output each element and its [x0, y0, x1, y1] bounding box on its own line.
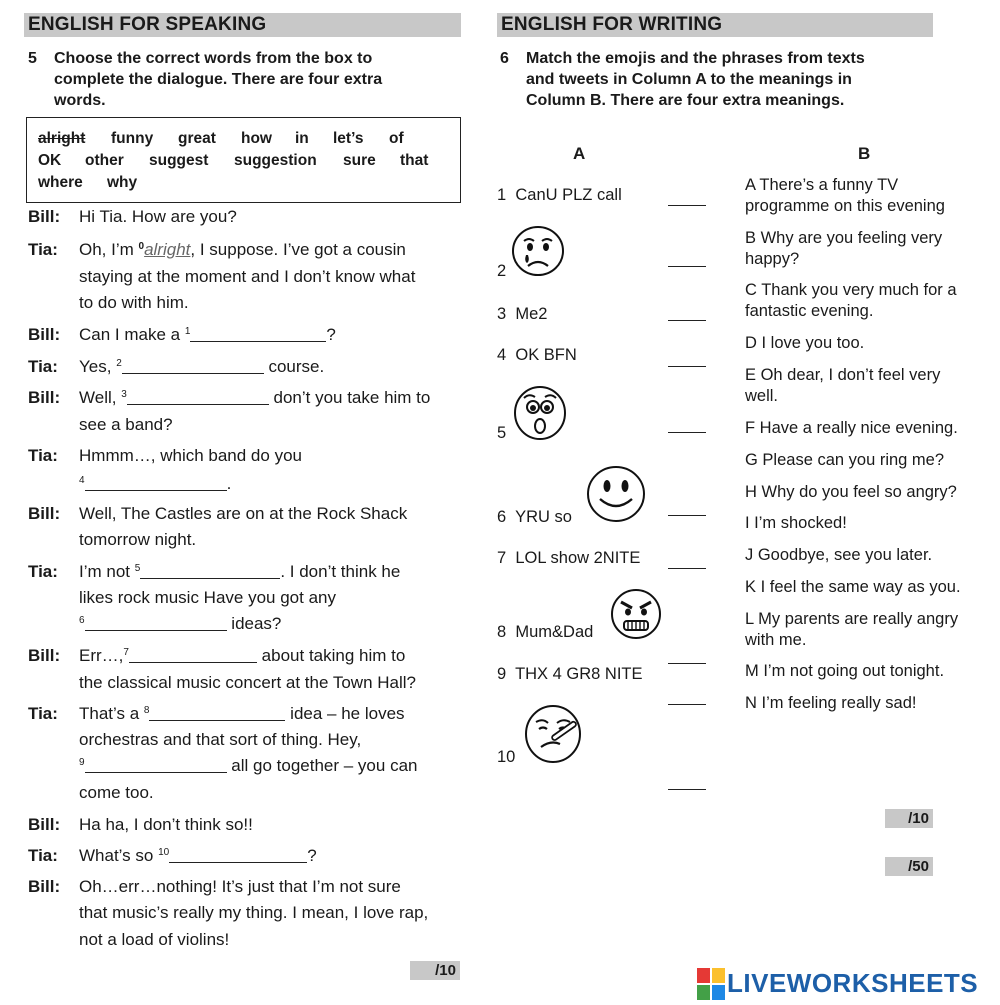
dialogue-text: ideas? — [226, 614, 282, 633]
gap-number: 10 — [158, 847, 170, 858]
speaker-label: Bill: — [28, 207, 61, 226]
item-number: 6 — [497, 508, 507, 526]
dialogue-text: come too. — [79, 783, 154, 802]
dialogue-text: that music’s really my thing. I mean, I love rap, — [79, 903, 429, 922]
item-text: YRU so — [515, 508, 572, 526]
gap-number: 6 — [79, 615, 85, 626]
column-a-item-10 — [497, 748, 515, 767]
meaning-d — [745, 333, 864, 354]
dialogue-text: to do with him. — [79, 293, 189, 312]
dialogue-text: Yes, — [79, 357, 117, 376]
word-box-word: funny — [111, 130, 154, 147]
meaning-line: I I’m shocked! — [745, 514, 847, 532]
word-box-word: in — [295, 130, 309, 147]
item-text: Mum&Dad — [515, 623, 594, 641]
meaning-line: N I’m feeling really sad! — [745, 694, 917, 712]
speaking-header: ENGLISH FOR SPEAKING — [24, 13, 461, 37]
dialogue-text: ? — [307, 846, 317, 865]
meaning-i — [745, 513, 847, 534]
dialogue-text: . I don’t think he — [280, 562, 401, 581]
dialogue-text: Well, The Castles are on at the Rock Shack — [79, 504, 408, 523]
meaning-line: B Why are you feeling very — [745, 229, 943, 247]
item-text: CanU PLZ call — [515, 186, 622, 204]
dialogue-text: likes rock music Have you got any — [79, 588, 336, 607]
dialogue-text: Oh, I’m — [79, 240, 139, 259]
gap-blank-10[interactable] — [169, 848, 307, 863]
gap-number: 1 — [184, 326, 191, 337]
speaker-label: Bill: — [28, 815, 61, 834]
item-number: 4 — [497, 346, 507, 364]
instruction-line: Match the emojis and the phrases from texts — [526, 50, 865, 67]
word-box-word: where — [38, 174, 83, 191]
item-number: 5 — [497, 424, 507, 442]
dialogue-line — [79, 730, 361, 750]
dialogue-line — [79, 846, 317, 866]
dialogue-text: Hi Tia. How are you? — [79, 207, 237, 226]
gap-number: 0 — [138, 241, 145, 252]
instruction-line: complete the dialogue. There are four extra — [54, 71, 383, 88]
meaning-line: M I’m not going out tonight. — [745, 662, 945, 680]
item-number: 10 — [497, 748, 516, 766]
speaker-label: Tia: — [28, 240, 58, 259]
meaning-line: fantastic evening. — [745, 302, 874, 320]
meaning-b — [745, 228, 942, 270]
word-box-word: suggestion — [234, 152, 317, 169]
gap-number: 4 — [79, 475, 85, 486]
dialogue-text: tomorrow night. — [79, 530, 197, 549]
meaning-e — [745, 365, 940, 407]
speaker-label: Tia: — [28, 357, 58, 376]
speaker-label: Bill: — [28, 388, 61, 407]
speaker-label: Bill: — [28, 504, 61, 523]
word-box-word: alright — [38, 130, 86, 147]
item-number: 1 — [497, 186, 507, 204]
dialogue-text: That’s a — [79, 704, 144, 723]
meaning-l — [745, 609, 958, 651]
item-number: 2 — [497, 262, 507, 280]
meaning-line: happy? — [745, 250, 800, 268]
speaker-label: Tia: — [28, 846, 58, 865]
dialogue-text: idea – he loves — [285, 704, 405, 723]
word-box-word: OK — [38, 152, 62, 169]
instruction-line: Column B. There are four extra meanings. — [526, 92, 845, 109]
dialogue-line — [79, 903, 428, 923]
meaning-line: A There’s a funny TV — [745, 176, 899, 194]
word-box-word: let’s — [333, 130, 364, 147]
instruction-line: and tweets in Column A to the meanings in — [526, 71, 852, 88]
meaning-line: K I feel the same way as you. — [745, 578, 961, 596]
meaning-g — [745, 450, 944, 471]
dialogue-line — [79, 877, 401, 897]
meaning-line: C Thank you very much for a — [745, 281, 957, 299]
dialogue-text: What’s so — [79, 846, 159, 865]
word-box-word: great — [178, 130, 216, 147]
word-box-word: why — [107, 174, 138, 191]
speaker-label: Tia: — [28, 704, 58, 723]
dialogue-text: . — [226, 474, 232, 493]
meaning-line: J Goodbye, see you later. — [745, 546, 933, 564]
dialogue-text: Hmmm…, which band do you — [79, 446, 302, 465]
exercise-number: 5 — [28, 50, 37, 67]
dialogue-text: all go together – you can — [226, 756, 418, 775]
dialogue-text: Oh…err…nothing! It’s just that I’m not sure — [79, 877, 401, 896]
writing-header: ENGLISH FOR WRITING — [497, 13, 933, 37]
dialogue-text: don’t you take him to — [268, 388, 431, 407]
speaker-label: Bill: — [28, 325, 61, 344]
word-box-word: sure — [343, 152, 376, 169]
item-number: 9 — [497, 665, 507, 683]
meaning-j — [745, 545, 932, 566]
dialogue-line — [79, 783, 154, 803]
instruction-line: words. — [54, 92, 106, 109]
meaning-line: well. — [745, 387, 779, 405]
gap-number: 5 — [134, 563, 141, 574]
dialogue-text: Ha ha, I don’t think so!! — [79, 815, 253, 834]
meaning-line: D I love you too. — [745, 334, 865, 352]
dialogue-text: Can I make a — [79, 325, 185, 344]
speaker-label: Bill: — [28, 877, 61, 896]
gap-number: 8 — [143, 705, 150, 716]
speaker-label: Tia: — [28, 446, 58, 465]
word-box-word: that — [400, 152, 429, 169]
item-number: 7 — [497, 549, 507, 567]
gap-blank-9[interactable] — [85, 758, 227, 773]
example-answer: alright — [144, 240, 191, 259]
column-b-heading: B — [858, 144, 871, 163]
meaning-line: G Please can you ring me? — [745, 451, 945, 469]
meaning-f — [745, 418, 958, 439]
speaker-label: Bill: — [28, 646, 61, 665]
total-score: /50 — [885, 857, 933, 876]
dialogue-line — [79, 756, 417, 776]
meaning-line: F Have a really nice evening. — [745, 419, 958, 437]
item-text: Me2 — [515, 305, 548, 323]
dialogue-text: staying at the moment and I don’t know what — [79, 267, 416, 286]
dialogue-text: I’m not — [79, 562, 135, 581]
live-badge-icon — [697, 968, 725, 1000]
dialogue-text: not a load of violins! — [79, 930, 230, 949]
meaning-line: with me. — [745, 631, 807, 649]
meaning-m — [745, 661, 944, 682]
gap-number: 2 — [116, 358, 122, 369]
dialogue-text: see a band? — [79, 415, 173, 434]
speaking-score: /10 — [410, 961, 460, 980]
gap-number: 7 — [123, 647, 129, 658]
answer-line-10[interactable] — [668, 789, 706, 790]
dialogue-text: Well, — [79, 388, 122, 407]
meaning-line: L My parents are really angry — [745, 610, 959, 628]
item-text: THX 4 GR8 NITE — [515, 665, 643, 683]
dialogue-line — [79, 930, 229, 950]
item-number: 8 — [497, 623, 507, 641]
meaning-line: E Oh dear, I don’t feel very — [745, 366, 941, 384]
word-box-word: other — [85, 152, 124, 169]
column-a-heading: A — [573, 144, 586, 163]
meaning-h — [745, 482, 957, 503]
dialogue-text: orchestras and that sort of thing. Hey, — [79, 730, 362, 749]
meaning-a — [745, 175, 945, 217]
liveworksheets-logo — [697, 966, 995, 1002]
meaning-n — [745, 693, 917, 714]
item-text: LOL show 2NITE — [515, 549, 641, 567]
dialogue-text: the classical music concert at the Town Hall? — [79, 673, 417, 692]
speaker-label: Tia: — [28, 562, 58, 581]
writing-score: /10 — [885, 809, 933, 828]
logo-text: LIVEWORKSHEETS — [727, 968, 979, 998]
item-number: 3 — [497, 305, 507, 323]
dialogue-line — [79, 815, 253, 835]
gap-number: 9 — [79, 757, 85, 768]
item-text: OK BFN — [515, 346, 577, 364]
dialogue-text: course. — [263, 357, 325, 376]
meaning-c — [745, 280, 957, 322]
dialogue-text: Err…, — [79, 646, 124, 665]
dialogue-text: , I suppose. I’ve got a cousin — [190, 240, 406, 259]
word-box-word: how — [241, 130, 272, 147]
meaning-line: H Why do you feel so angry? — [745, 483, 957, 501]
word-box-word: of — [389, 130, 404, 147]
meaning-line: programme on this evening — [745, 197, 945, 215]
meaning-k — [745, 577, 961, 598]
instruction-line: Choose the correct words from the box to — [54, 50, 373, 67]
gap-number: 3 — [121, 389, 127, 400]
dialogue-text: ? — [326, 325, 336, 344]
exercise-number: 6 — [500, 50, 509, 67]
word-box-word: suggest — [149, 152, 209, 169]
dialogue-text: about taking him to — [256, 646, 406, 665]
